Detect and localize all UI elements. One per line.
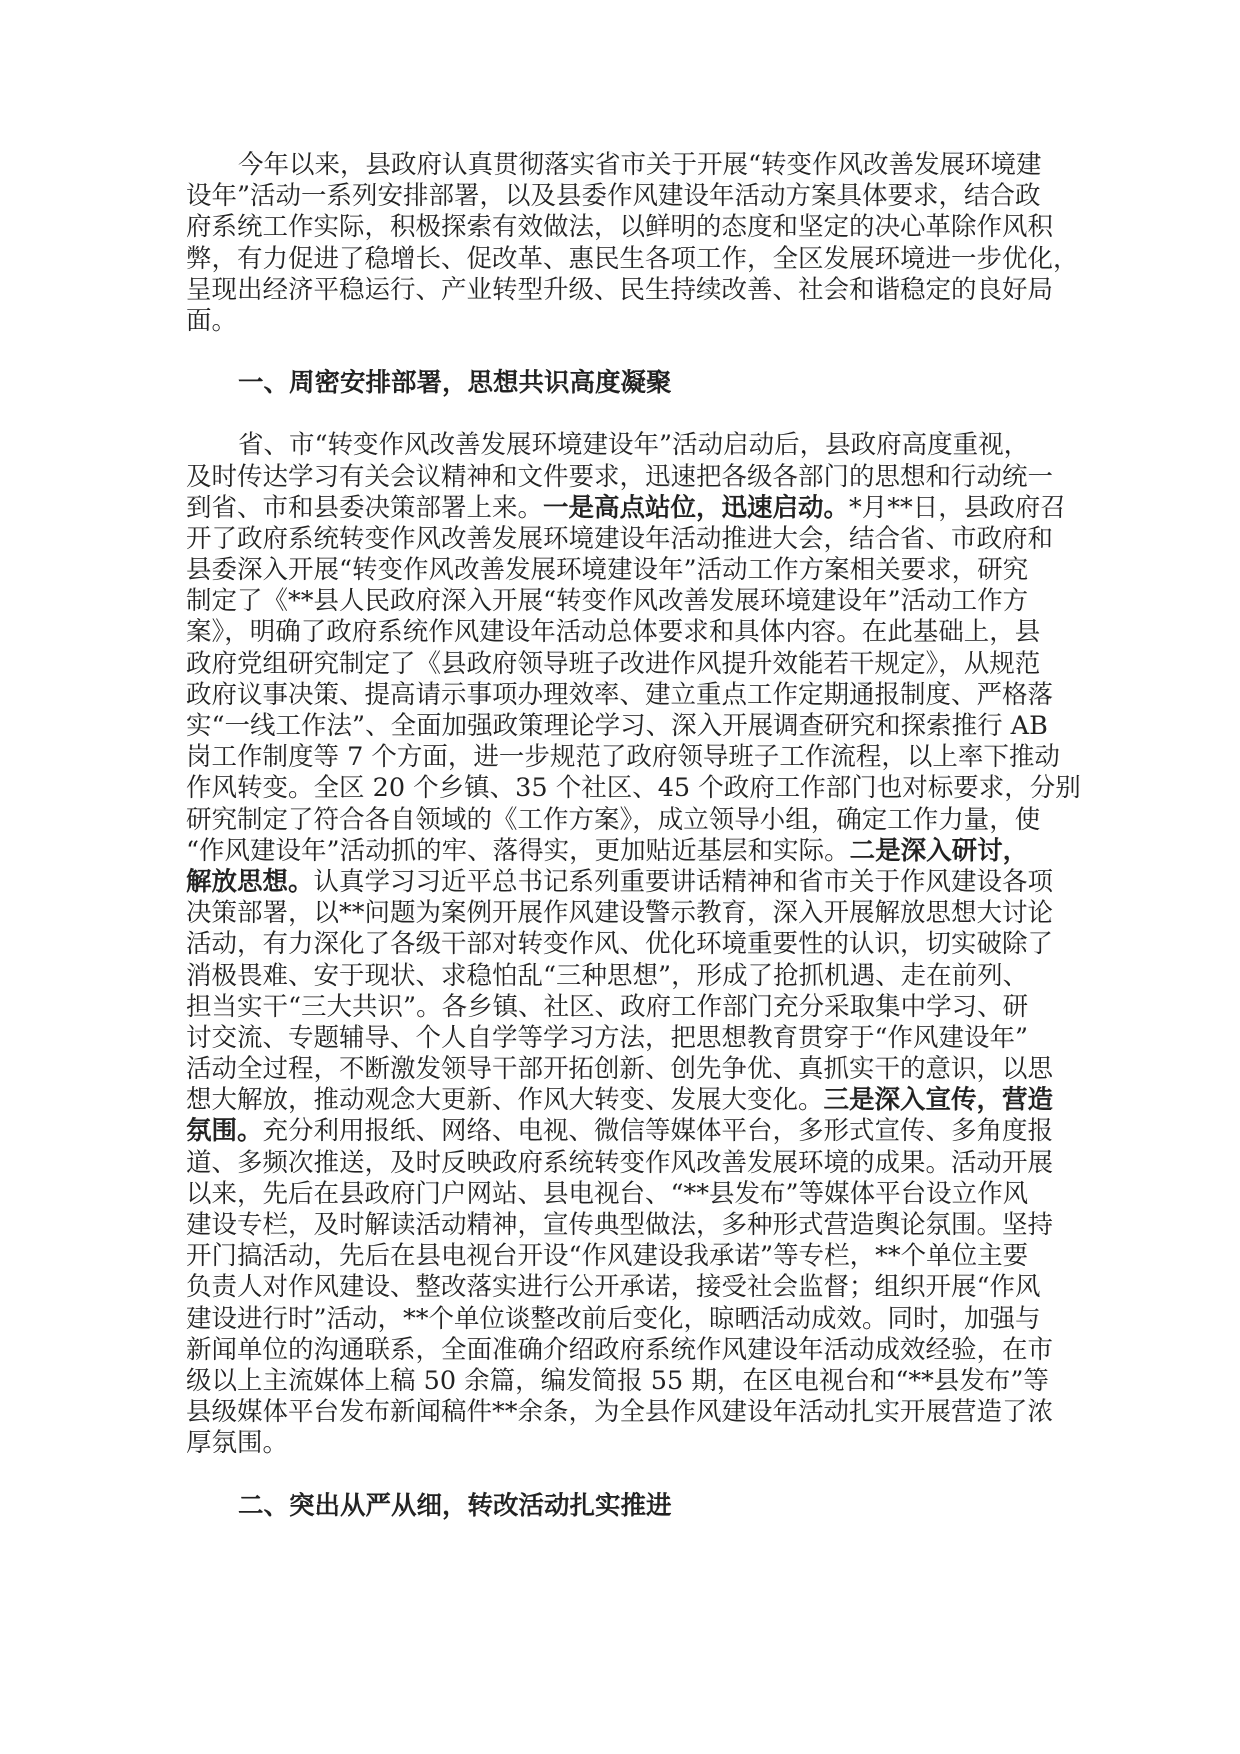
text-line: 政府党组研究制定了《县政府领导班子改进作风提升效能若干规定》，从规范: [186, 648, 1041, 679]
bold-subheading: 解放思想。: [186, 866, 314, 897]
text-run: “作风建设年”活动抓的牢、落得实，更加贴近基层和实际。: [186, 835, 850, 866]
text-line: 消极畏难、安于现状、求稳怕乱“三种思想”，形成了抢抓机遇、走在前列、: [186, 960, 1029, 991]
text-run: 想大解放，推动观念大更新、作风大转变、发展大变化。: [186, 1085, 824, 1116]
bold-subheading: 氛围。: [186, 1116, 263, 1147]
text-line: 厚氛围。: [186, 1428, 289, 1459]
text-line: 道、多频次推送，及时反映政府系统转变作风改善发展环境的成果。活动开展: [186, 1147, 1054, 1178]
section-heading-2: 二、突出从严从细，转改活动扎实推进: [238, 1490, 672, 1521]
text-line: 研究制定了符合各自领域的《工作方案》，成立领导小组，确定工作力量，使: [186, 804, 1041, 835]
text-line: [186, 836, 1056, 867]
text-line: 新闻单位的沟通联系，全面准确介绍政府系统作风建设年活动成效经验，在市: [186, 1334, 1054, 1365]
bold-subheading: 三是深入宣传，营造: [823, 1085, 1054, 1116]
text-line: 今年以来，县政府认真贯彻落实省市关于开展“转变作风改善发展环境建: [238, 150, 1042, 180]
text-line: 县委深入开展“转变作风改善发展环境建设年”活动工作方案相关要求，研究: [186, 555, 1029, 586]
text-line: 以来，先后在县政府门户网站、县电视台、“**县发布”等媒体平台设立作风: [186, 1178, 1029, 1209]
text-line: 建设进行时”活动，**个单位谈整改前后变化，晾晒活动成效。同时，加强与: [186, 1303, 1041, 1334]
text-line: 府系统工作实际，积极探索有效做法，以鲜明的态度和坚定的决心革除作风积: [186, 212, 1054, 243]
text-run: 认真学习习近平总书记系列重要讲话精神和省市关于作风建设各项: [313, 866, 1054, 897]
text-line: 开了政府系统转变作风改善发展环境建设年活动推进大会，结合省、市政府和: [186, 523, 1054, 554]
bold-subheading: 二是深入研讨，: [849, 835, 1029, 866]
text-line: 设年”活动一系列安排部署，以及县委作风建设年活动方案具体要求，结合政: [186, 181, 1041, 212]
section-heading-1: 一、周密安排部署，思想共识高度凝聚: [238, 368, 672, 399]
text-line: 决策部署，以**问题为案例开展作风建设警示教育，深入开展解放思想大讨论: [186, 898, 1054, 929]
text-line: 案》，明确了政府系统作风建设年活动总体要求和具体内容。在此基础上，县: [186, 617, 1041, 648]
text-line: 级以上主流媒体上稿 50 余篇，编发简报 55 期，在区电视台和“**县发布”等: [186, 1365, 1049, 1396]
text-line: 省、市“转变作风改善发展环境建设年”活动启动后，县政府高度重视，: [238, 430, 1030, 461]
document-page: [186, 150, 1081, 1553]
intro-paragraph: [186, 150, 1079, 337]
section1-paragraph: [186, 430, 1081, 1459]
text-line: 建设专栏，及时解读活动精神，宣传典型做法，多种形式营造舆论氛围。坚持: [186, 1210, 1054, 1241]
text-line: 岗工作制度等 7 个方面，进一步规范了政府领导班子工作流程，以上率下推动: [186, 742, 1060, 773]
bold-subheading: 一是高点站位，迅速启动。: [543, 492, 850, 523]
text-line: 制定了《**县人民政府深入开展“转变作风改善发展环境建设年”活动工作方: [186, 586, 1029, 617]
text-line: [186, 492, 1066, 524]
text-line: [186, 1085, 1056, 1116]
text-line: 弊，有力促进了稳增长、促改革、惠民生各项工作，全区发展环境进一步优化，: [186, 243, 1079, 274]
text-line: 负责人对作风建设、整改落实进行公开承诺，接受社会监督；组织开展“作风: [186, 1272, 1041, 1303]
text-line: 活动全过程，不断激发领导干部开拓创新、创先争优、真抓实干的意识，以思: [186, 1054, 1054, 1085]
text-run: 充分利用报纸、网络、电视、微信等媒体平台，多形式宣传、多角度报: [262, 1116, 1054, 1147]
text-line: 县级媒体平台发布新闻稿件**余条，为全县作风建设年活动扎实开展营造了浓: [186, 1397, 1054, 1428]
text-line: 面。: [186, 305, 238, 336]
text-line: 讨交流、专题辅导、个人自学等学习方法，把思想教育贯穿于“作风建设年”: [186, 1022, 1029, 1053]
text-line: 开门搞活动，先后在县电视台开设“作风建设我承诺”等专栏，**个单位主要: [186, 1241, 1029, 1272]
text-run: *月**日，县政府召: [849, 492, 1066, 523]
text-line: 担当实干“三大共识”。各乡镇、社区、政府工作部门充分采取集中学习、研: [186, 991, 1029, 1022]
text-run: 到省、市和县委决策部署上来。: [186, 492, 544, 523]
text-line: [186, 1116, 1056, 1147]
text-line: 政府议事决策、提高请示事项办理效率、建立重点工作定期通报制度、严格落: [186, 679, 1054, 710]
text-line: 实“一线工作法”、全面加强政策理论学习、深入开展调查研究和探索推行 AB: [186, 711, 1048, 742]
text-line: 作风转变。全区 20 个乡镇、35 个社区、45 个政府工作部门也对标要求，分别: [186, 773, 1081, 804]
text-line: 呈现出经济平稳运行、产业转型升级、民生持续改善、社会和谐稳定的良好局: [186, 274, 1054, 305]
text-line: 活动，有力深化了各级干部对转变作风、优化环境重要性的认识，切实破除了: [186, 929, 1054, 960]
text-line: 及时传达学习有关会议精神和文件要求，迅速把各级各部门的思想和行动统一: [186, 461, 1054, 492]
text-line: [186, 867, 1056, 898]
